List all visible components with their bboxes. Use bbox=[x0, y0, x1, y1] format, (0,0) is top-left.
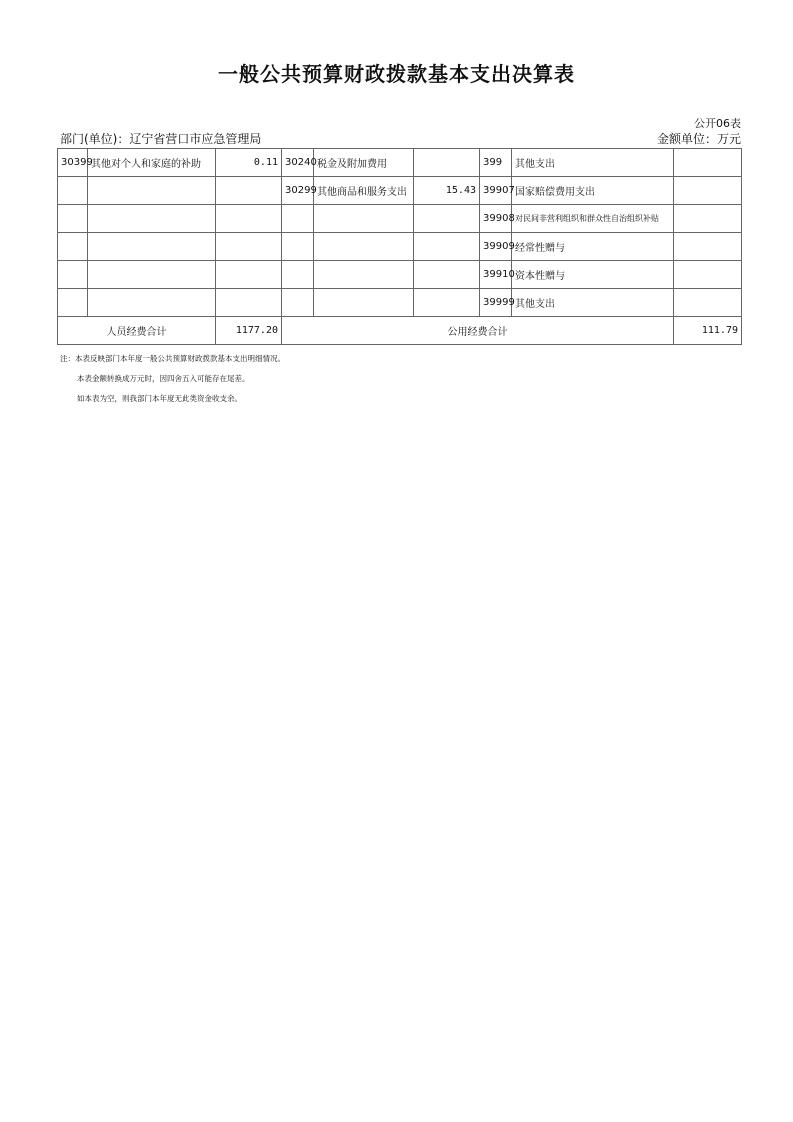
cell-name bbox=[88, 177, 216, 205]
cell-name bbox=[88, 289, 216, 317]
cell-name bbox=[314, 205, 414, 233]
cell-amount: 0.11 bbox=[216, 149, 282, 177]
cell-name: 其他支出 bbox=[512, 149, 674, 177]
cell-amount bbox=[674, 149, 742, 177]
cell-code: 30240 bbox=[282, 149, 314, 177]
cell-code: 30399 bbox=[58, 149, 88, 177]
cell-code: 399 bbox=[480, 149, 512, 177]
cell-code bbox=[282, 261, 314, 289]
cell-amount bbox=[216, 261, 282, 289]
cell-amount bbox=[216, 233, 282, 261]
cell-name bbox=[88, 261, 216, 289]
table-row bbox=[58, 289, 742, 317]
cell-amount bbox=[414, 261, 480, 289]
cell-amount bbox=[216, 177, 282, 205]
expenditure-table bbox=[57, 148, 742, 345]
cell-code: 30299 bbox=[282, 177, 314, 205]
cell-code: 39907 bbox=[480, 177, 512, 205]
cell-code bbox=[58, 205, 88, 233]
department-label: 部门(单位)：辽宁省营口市应急管理局 bbox=[60, 132, 262, 146]
cell-name bbox=[88, 205, 216, 233]
table-row bbox=[58, 205, 742, 233]
cell-amount bbox=[674, 261, 742, 289]
cell-code: 39909 bbox=[480, 233, 512, 261]
cell-amount bbox=[674, 205, 742, 233]
footnote: 如本表为空，则我部门本年度无此类资金收支余。 bbox=[77, 394, 242, 403]
cell-name bbox=[88, 233, 216, 261]
cell-code bbox=[58, 289, 88, 317]
cell-code: 39999 bbox=[480, 289, 512, 317]
cell-code bbox=[58, 261, 88, 289]
cell-name bbox=[314, 289, 414, 317]
cell-code: 39908 bbox=[480, 205, 512, 233]
cell-amount bbox=[216, 289, 282, 317]
cell-name: 其他商品和服务支出 bbox=[314, 177, 414, 205]
personnel-total-value: 1177.20 bbox=[216, 317, 282, 345]
cell-amount bbox=[674, 233, 742, 261]
footnote: 本表金额转换成万元时，因四舍五入可能存在尾差。 bbox=[77, 374, 250, 383]
cell-code bbox=[282, 289, 314, 317]
cell-code bbox=[58, 233, 88, 261]
public-total-value: 111.79 bbox=[674, 317, 742, 345]
cell-name: 国家赔偿费用支出 bbox=[512, 177, 674, 205]
cell-code bbox=[282, 205, 314, 233]
amount-unit-label: 金额单位：万元 bbox=[656, 132, 741, 146]
cell-amount bbox=[414, 205, 480, 233]
personnel-total-label: 人员经费合计 bbox=[58, 317, 216, 345]
cell-name bbox=[314, 261, 414, 289]
table-row bbox=[58, 233, 742, 261]
cell-code bbox=[282, 233, 314, 261]
cell-amount bbox=[414, 233, 480, 261]
cell-amount bbox=[674, 289, 742, 317]
cell-code: 39910 bbox=[480, 261, 512, 289]
page-title: 一般公共预算财政拨款基本支出决算表 bbox=[218, 62, 575, 86]
cell-code bbox=[58, 177, 88, 205]
table-row bbox=[58, 149, 742, 177]
public-total-label: 公用经费合计 bbox=[282, 317, 674, 345]
cell-name: 其他对个人和家庭的补助 bbox=[88, 149, 216, 177]
cell-amount bbox=[414, 149, 480, 177]
footnotes bbox=[60, 349, 285, 409]
cell-name: 税金及附加费用 bbox=[314, 149, 414, 177]
cell-amount bbox=[674, 177, 742, 205]
cell-name: 对民间非营利组织和群众性自治组织补贴 bbox=[512, 205, 674, 233]
cell-amount: 15.43 bbox=[414, 177, 480, 205]
cell-amount bbox=[414, 289, 480, 317]
totals-row bbox=[58, 317, 742, 345]
cell-name: 经常性赠与 bbox=[512, 233, 674, 261]
cell-name: 其他支出 bbox=[512, 289, 674, 317]
cell-name: 资本性赠与 bbox=[512, 261, 674, 289]
footnote: 注：本表反映部门本年度一般公共预算财政拨款基本支出明细情况。 bbox=[60, 354, 285, 363]
cell-amount bbox=[216, 205, 282, 233]
cell-name bbox=[314, 233, 414, 261]
table-row bbox=[58, 261, 742, 289]
table-body bbox=[58, 149, 742, 345]
table-row bbox=[58, 177, 742, 205]
form-number: 公开06表 bbox=[694, 117, 741, 130]
